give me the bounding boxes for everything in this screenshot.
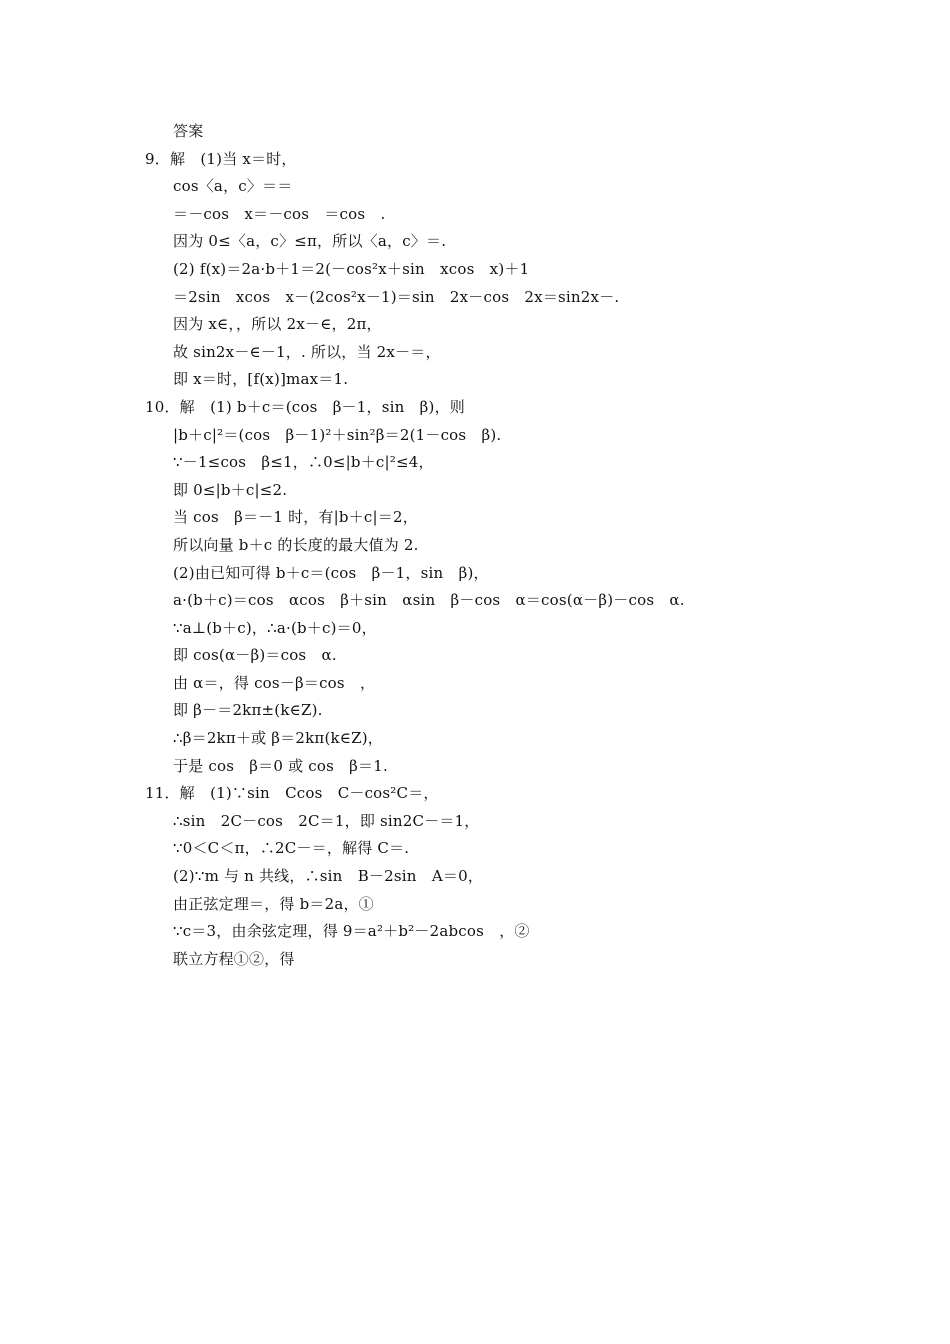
answer-line: 9．解 (1)当 x＝时， <box>145 149 297 168</box>
answer-line: ＝2sin xcos x－(2cos²x－1)＝sin 2x－cos 2x＝sin2x－. <box>173 287 620 306</box>
answer-line: 故 sin2x－∈－1，. 所以，当 2x－＝， <box>173 342 441 361</box>
answer-line: ＝－cos x＝－cos ＝cos . <box>173 204 386 223</box>
answer-content <box>145 118 845 973</box>
answer-line: 即 0≤|b＋c|≤2. <box>173 480 288 499</box>
answer-line: 因为 x∈，，所以 2x－∈，2π， <box>173 315 382 334</box>
answer-heading: 答案 <box>173 122 204 140</box>
answer-line: 10．解 (1) b＋c＝(cos β－1，sin β)，则 <box>145 397 465 416</box>
answer-line: (2)由已知可得 b＋c＝(cos β－1，sin β)， <box>173 563 489 582</box>
answer-line: 当 cos β＝－1 时，有|b＋c|＝2， <box>173 508 418 527</box>
answer-line: 即 β－＝2kπ±(k∈Z). <box>173 701 323 720</box>
answer-line: 所以向量 b＋c 的长度的最大值为 2. <box>173 535 419 554</box>
answer-line: (2)∵m 与 n 共线，∴sin B－2sin A＝0， <box>173 867 484 886</box>
answer-line: ∴sin 2C－cos 2C＝1，即 sin2C－＝1， <box>173 811 480 830</box>
answer-line: ∴β＝2kπ＋或 β＝2kπ(k∈Z)， <box>173 729 383 748</box>
answer-line: 于是 cos β＝0 或 cos β＝1. <box>173 756 388 775</box>
answer-line: ∵a⊥(b＋c)，∴a·(b＋c)＝0， <box>173 618 377 637</box>
answer-line: 11．解 (1)∵sin Ccos C－cos²C＝， <box>145 784 439 803</box>
answer-line: cos〈a，c〉＝＝ <box>173 177 293 196</box>
answer-line: |b＋c|²＝(cos β－1)²＋sin²β＝2(1－cos β). <box>173 425 502 444</box>
answer-line: a·(b＋c)＝cos αcos β＋sin αsin β－cos α＝cos(α－β)－cos α. <box>173 591 685 610</box>
answer-lines <box>145 146 845 974</box>
answer-line: 由正弦定理＝，得 b＝2a，① <box>173 894 374 913</box>
answer-line: (2) f(x)＝2a·b＋1＝2(－cos²x＋sin xcos x)＋1 <box>173 259 530 278</box>
answer-line: ∵0＜C＜π，∴2C－＝，解得 C＝. <box>173 839 410 858</box>
answer-line: ∵c＝3，由余弦定理，得 9＝a²＋b²－2abcos ，② <box>173 922 530 941</box>
answer-line: 由 α＝，得 cos－β＝cos ， <box>173 673 376 692</box>
answer-line: 因为 0≤〈a，c〉≤π，所以〈a，c〉＝. <box>173 232 447 251</box>
answer-line: 联立方程①②，得 <box>173 949 295 968</box>
answer-line: ∵－1≤cos β≤1，∴0≤|b＋c|²≤4， <box>173 453 434 472</box>
answer-line: 即 x＝时，[f(x)]max＝1. <box>173 370 349 389</box>
answer-line: 即 cos(α－β)＝cos α. <box>173 646 337 665</box>
